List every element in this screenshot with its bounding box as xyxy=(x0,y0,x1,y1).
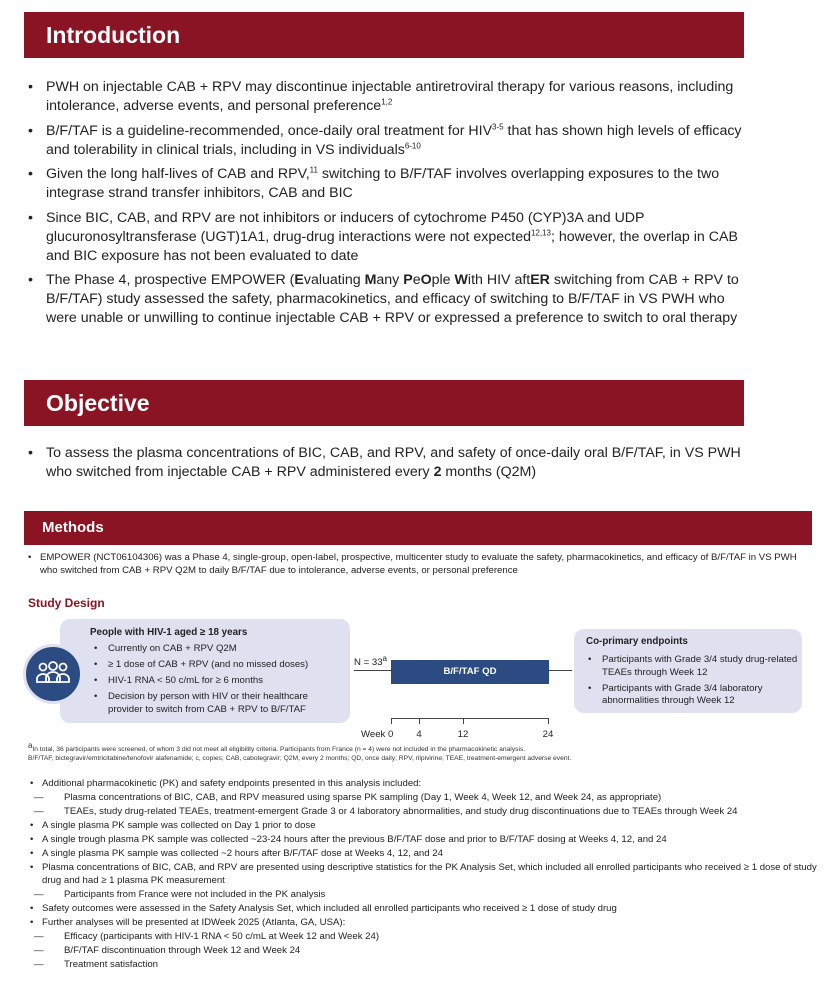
pk-bullet: • Safety outcomes were assessed in the Safety Analysis Set, which included all enrolled participants who received ≥ 1 dose of study drug xyxy=(28,903,818,916)
pk-bullet: • Additional pharmacokinetic (PK) and safety endpoints presented in this analysis included: xyxy=(28,778,818,791)
pk-sub-bullet: — Efficacy (participants with HIV-1 RNA < 50 c/mL at Week 12 and Week 24) xyxy=(28,931,818,944)
pk-bullet: • A single plasma PK sample was collected on Day 1 prior to dose xyxy=(28,820,818,833)
objective-header xyxy=(24,380,744,426)
criteria-item: • ≥ 1 dose of CAB + RPV (and no missed doses) xyxy=(92,659,342,672)
timeline-axis xyxy=(391,718,549,719)
population-title: People with HIV-1 aged ≥ 18 years xyxy=(90,627,248,638)
criteria-item: • HIV-1 RNA < 50 c/mL for ≥ 6 months xyxy=(92,675,342,688)
endpoint-item: • Participants with Grade 3/4 laboratory abnormalities through Week 12 xyxy=(586,683,798,708)
introduction-header xyxy=(24,12,744,58)
people-group-icon xyxy=(23,644,83,704)
timeline-tick-label: 24 xyxy=(542,729,554,740)
footnote: $^a$In total, 36 participants were screened, of whom 3 did not meet all eligibility criteria. Participants from France (n = 4) were not included in the pharmacokinetic analysis. B/F/TAF, bictegravir/emtricitabine/tenofovir alafenamide; c, copies; CAB, cabotegravir; Q2M, every 2 months; QD, once daily; RPV, rilpivirine; TEAE, treatment-emergent adverse event. xyxy=(28,740,572,762)
introduction-title: Introduction xyxy=(46,22,181,48)
pk-sub-bullet: — Treatment satisfaction xyxy=(28,959,818,972)
study-design-title: Study Design xyxy=(28,596,105,610)
pk-sub-bullet: — TEAEs, study drug-related TEAEs, treatment-emergent Grade 3 or 4 laboratory abnormalities, and study drug discontinuations due to TEAEs through Week 24 xyxy=(28,806,818,819)
pk-bullet: • Plasma concentrations of BIC, CAB, and RPV are presented using descriptive statistics for the PK Analysis Set, which included all enrolled participants who received ≥ 1 dose of study drug and had ≥ 1 plasma PK measurement xyxy=(28,862,818,887)
endpoints-title: Co-primary endpoints xyxy=(586,636,688,647)
timeline-week-label: Week 0 xyxy=(361,729,394,740)
endpoints-list xyxy=(586,654,798,711)
endpoint-item: • Participants with Grade 3/4 study drug-related TEAEs through Week 12 xyxy=(586,654,798,679)
objective-list xyxy=(28,444,744,488)
pk-sub-bullet: — B/F/TAF discontinuation through Week 12 and Week 24 xyxy=(28,945,818,958)
intro-bullet-2: • B/F/TAF is a guideline-recommended, once-daily oral treatment for HIV$^{3-5}$ that has shown high levels of efficacy and tolerability in clinical trials, including in VS individuals$^{6-10}$ xyxy=(28,122,744,160)
pk-bullet: • A single plasma PK sample was collected ~2 hours after B/F/TAF dose at Weeks 4, 12, and 24 xyxy=(28,848,818,861)
people-icon-graphic xyxy=(35,660,71,684)
treatment-arm-bar: B/F/TAF QD xyxy=(391,660,549,684)
criteria-item: • Currently on CAB + RPV Q2M xyxy=(92,643,342,656)
pk-bullet: • Further analyses will be presented at IDWeek 2025 (Atlanta, GA, USA): xyxy=(28,917,818,930)
timeline-tick xyxy=(419,719,420,724)
enrollment-count: $N = 33^a$ xyxy=(354,653,387,668)
timeline-tick xyxy=(463,719,464,724)
pk-sub-bullet: — Plasma concentrations of BIC, CAB, and RPV measured using sparse PK sampling (Day 1, Week 4, Week 12, and Week 24, as appropriate) xyxy=(28,792,818,805)
pk-bullet: • A single trough plasma PK sample was collected ~23-24 hours after the previous B/F/TAF dose and prior to B/F/TAF dosing at Weeks 4, 12, and 24 xyxy=(28,834,818,847)
methods-title: Methods xyxy=(42,519,104,536)
timeline-tick xyxy=(548,719,549,724)
intro-bullet-4: • Since BIC, CAB, and RPV are not inhibitors or inducers of cytochrome P450 (CYP)3A and UDP glucuronosyltransferase (UGT)1A1, drug-drug interactions were not expected$^{12,13}$; however, the overlap in CAB and BIC exposure has not been evaluated to date xyxy=(28,209,744,266)
intro-bullet-1: • PWH on injectable CAB + RPV may discontinue injectable antiretroviral therapy for various reasons, including intolerance, adverse events, and personal preference$^{1,2}$ xyxy=(28,78,744,116)
methods-header xyxy=(24,511,812,545)
methods-intro-bullet: • EMPOWER (NCT06104306) was a Phase 4, single-group, open-label, prospective, multicenter study to evaluate the safety, pharmacokinetics, and efficacy of B/F/TAF in VS PWH who switched from CAB + RPV Q2M to daily B/F/TAF due to intolerance, adverse events, or personal preference xyxy=(28,552,813,577)
intro-bullet-5: • The Phase 4, prospective EMPOWER (Evaluating Many PeOple With HIV aftER switching from CAB + RPV to B/F/TAF) study assessed the safety, pharmacokinetics, and efficacy of switching to B/F/TAF in VS PWH who were unable or unwilling to continue injectable CAB + RPV or expressed a preference to switch to oral therapy xyxy=(28,271,744,328)
population-criteria-list xyxy=(92,643,342,720)
methods-intro-list xyxy=(28,552,813,577)
introduction-list xyxy=(28,78,744,334)
timeline-tick-label: 12 xyxy=(457,729,469,740)
intro-bullet-3: • Given the long half-lives of CAB and RPV,$^{11}$ switching to B/F/TAF involves overlapping exposures to the two integrase strand transfer inhibitors, CAB and BIC xyxy=(28,165,744,203)
timeline-tick xyxy=(391,719,392,724)
pk-sub-bullet: — Participants from France were not included in the PK analysis xyxy=(28,889,818,902)
pk-endpoints-list xyxy=(28,778,818,973)
criteria-item: • Decision by person with HIV or their healthcare provider to switch from CAB + RPV to B/F/TAF xyxy=(92,691,342,716)
timeline-tick-label: 4 xyxy=(416,729,422,740)
objective-bullet: • To assess the plasma concentrations of BIC, CAB, and RPV, and safety of once-daily oral B/F/TAF, in VS PWH who switched from injectable CAB + RPV administered every 2 months (Q2M) xyxy=(28,444,744,482)
objective-title: Objective xyxy=(46,390,150,416)
